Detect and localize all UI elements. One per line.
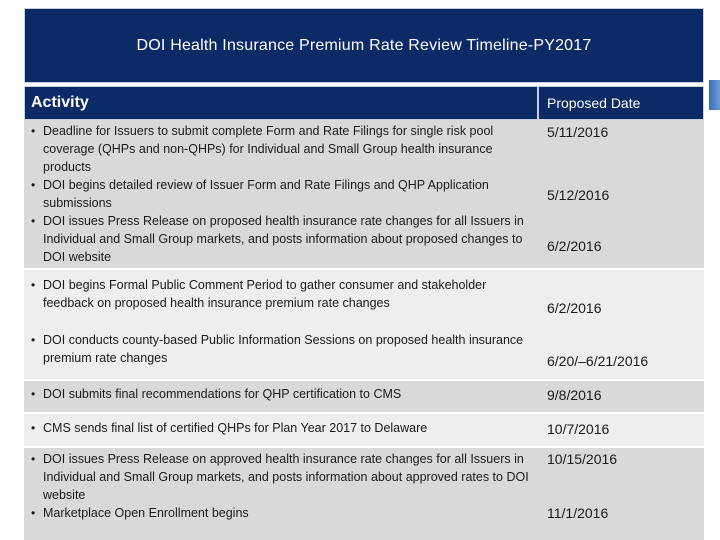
decorative-accent [709,80,720,110]
table-row [24,381,704,413]
table-row [24,448,704,540]
proposed-date: 10/7/2016 [547,421,610,437]
proposed-date: 6/2/2016 [547,300,602,316]
activity-text: DOI begins Formal Public Comment Period to gather consumer and stakeholder feedback on proposed health insurance premium rate changes [43,278,487,310]
activity-text: DOI begins detailed review of Issuer Form and Rate Filings and QHP Application submissions [43,178,489,210]
activity-text: DOI issues Press Release on proposed health insurance rate changes for all Issuers in Individual and Small Group markets, and posts information about proposed changes to DOI website [43,214,524,264]
proposed-date: 11/1/2016 [547,505,609,521]
table-row [24,270,704,380]
bullet-icon: • [31,387,36,401]
activity-text: CMS sends final list of certified QHPs for Plan Year 2017 to Delaware [43,421,428,435]
page-title: DOI Health Insurance Premium Rate Review Timeline-PY2017 [136,36,592,54]
bullet-icon: • [31,178,36,192]
table-row [24,120,704,269]
activity-text: DOI conducts county-based Public Information Sessions on proposed health insurance premium rate changes [43,333,524,365]
bullet-icon: • [31,278,36,292]
list-item [28,122,536,176]
activity-text: Marketplace Open Enrollment begins [43,506,249,520]
column-header-activity: Activity [24,86,538,120]
proposed-date: 5/11/2016 [547,124,609,140]
list-item [28,212,536,266]
proposed-date: 10/15/2016 [547,451,618,467]
list-item [28,276,536,312]
activity-text: DOI submits final recommendations for QHP certification to CMS [43,387,402,401]
column-header-proposed-date: Proposed Date [538,86,704,120]
bullet-icon: • [31,506,36,520]
proposed-date: 6/2/2016 [547,238,602,254]
proposed-date: 9/8/2016 [547,387,602,403]
list-item [28,504,536,522]
bullet-icon: • [31,421,36,435]
activity-text: DOI issues Press Release on approved health insurance rate changes for all Issuers in Individual and Small Group markets, and posts information about approved rates to DOI website [43,452,529,502]
title-banner [24,8,704,83]
list-item [28,331,536,367]
table-row [24,414,704,447]
list-item [28,176,536,212]
bullet-icon: • [31,452,36,466]
bullet-icon: • [31,124,36,138]
activity-text: Deadline for Issuers to submit complete Form and Rate Filings for single risk pool coverage (QHPs and non-QHPs) for Individual and Small Group health insurance products [43,124,494,174]
list-item [28,385,536,403]
list-item [28,450,536,504]
proposed-date: 5/12/2016 [547,187,610,203]
bullet-icon: • [31,214,36,228]
bullet-icon: • [31,333,36,347]
list-item [28,419,536,437]
proposed-date: 6/20/–6/21/2016 [547,353,649,369]
